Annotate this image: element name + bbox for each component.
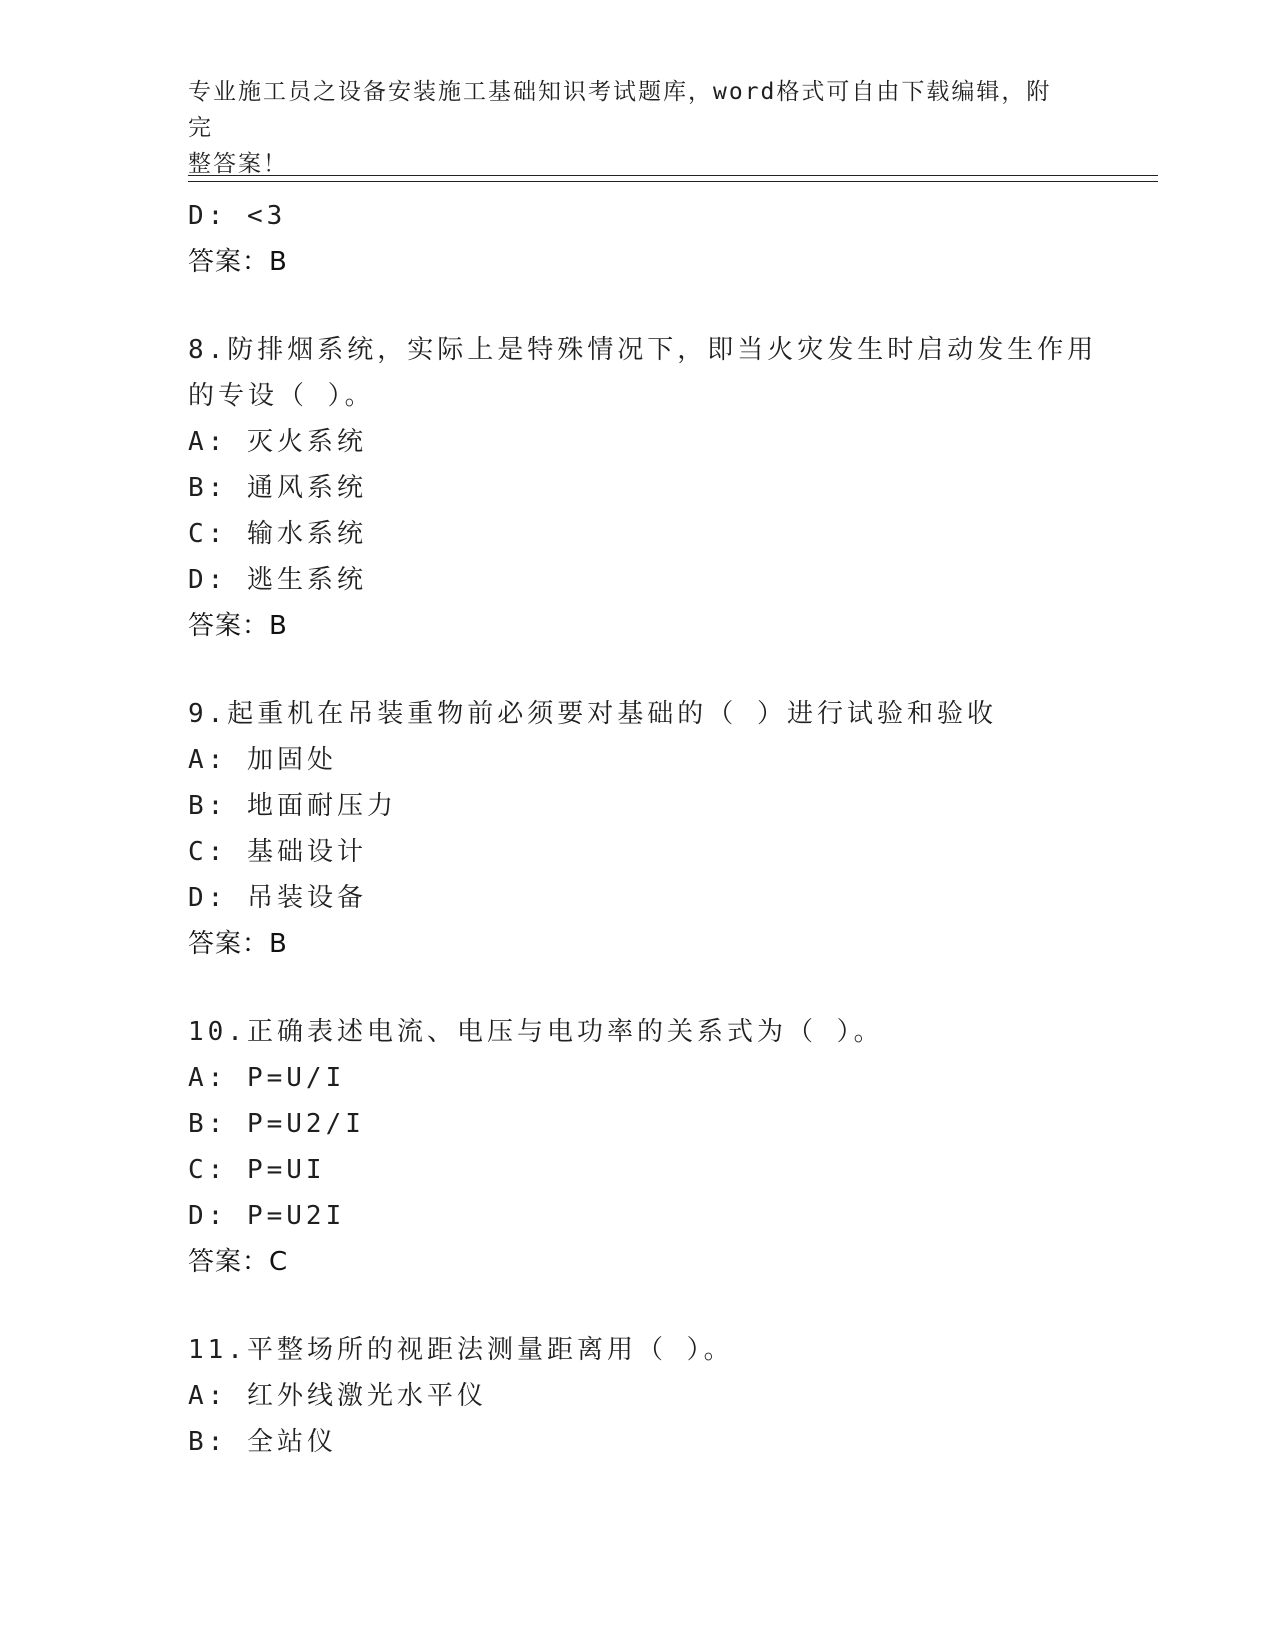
document-header	[188, 74, 1068, 182]
question-stem: 10.正确表述电流、电压与电功率的关系式为（ ）。	[188, 1017, 884, 1047]
answer: 答案：B	[188, 611, 288, 641]
option-a: A: 加固处	[188, 745, 337, 775]
question-11	[188, 1327, 1088, 1465]
question-9	[188, 691, 1088, 967]
option-a: A: P=U/I	[188, 1063, 346, 1093]
answer: 答案：C	[188, 1247, 289, 1277]
question-stem: 11.平整场所的视距法测量距离用（ ）。	[188, 1335, 734, 1365]
question-list	[188, 193, 1098, 1465]
option-d-fragment: D: <3	[188, 201, 287, 231]
answer-fragment: 答案：B	[188, 247, 288, 277]
header-divider-bottom	[188, 181, 1158, 182]
question-stem: 9.起重机在吊装重物前必须要对基础的（ ）进行试验和验收	[188, 699, 997, 729]
option-d: D: 吊装设备	[188, 883, 367, 913]
option-c: C: 基础设计	[188, 837, 367, 867]
question-8	[188, 327, 1098, 649]
question-stem: 的专设（ ）。	[188, 381, 375, 411]
option-a: A: 灭火系统	[188, 427, 367, 457]
option-a: A: 红外线激光水平仪	[188, 1381, 487, 1411]
question-stem: 8.防排烟系统，实际上是特殊情况下，即当火灾发生时启动发生作用	[188, 335, 1098, 365]
header-divider-top	[188, 175, 1158, 176]
option-b: B: 全站仪	[188, 1427, 337, 1457]
option-d: D: 逃生系统	[188, 565, 367, 595]
option-b: B: 地面耐压力	[188, 791, 397, 821]
answer: 答案：B	[188, 929, 288, 959]
header-line-1: 专业施工员之设备安装施工基础知识考试题库，word格式可自由下载编辑，附完	[188, 79, 1052, 141]
option-b: B: 通风系统	[188, 473, 367, 503]
option-b: B: P=U2/I	[188, 1109, 365, 1139]
option-c: C: 输水系统	[188, 519, 367, 549]
option-d: D: P=U2I	[188, 1201, 346, 1231]
header-line-2: 整答案！	[188, 151, 288, 177]
question-10	[188, 1009, 1088, 1285]
option-c: C: P=UI	[188, 1155, 326, 1185]
